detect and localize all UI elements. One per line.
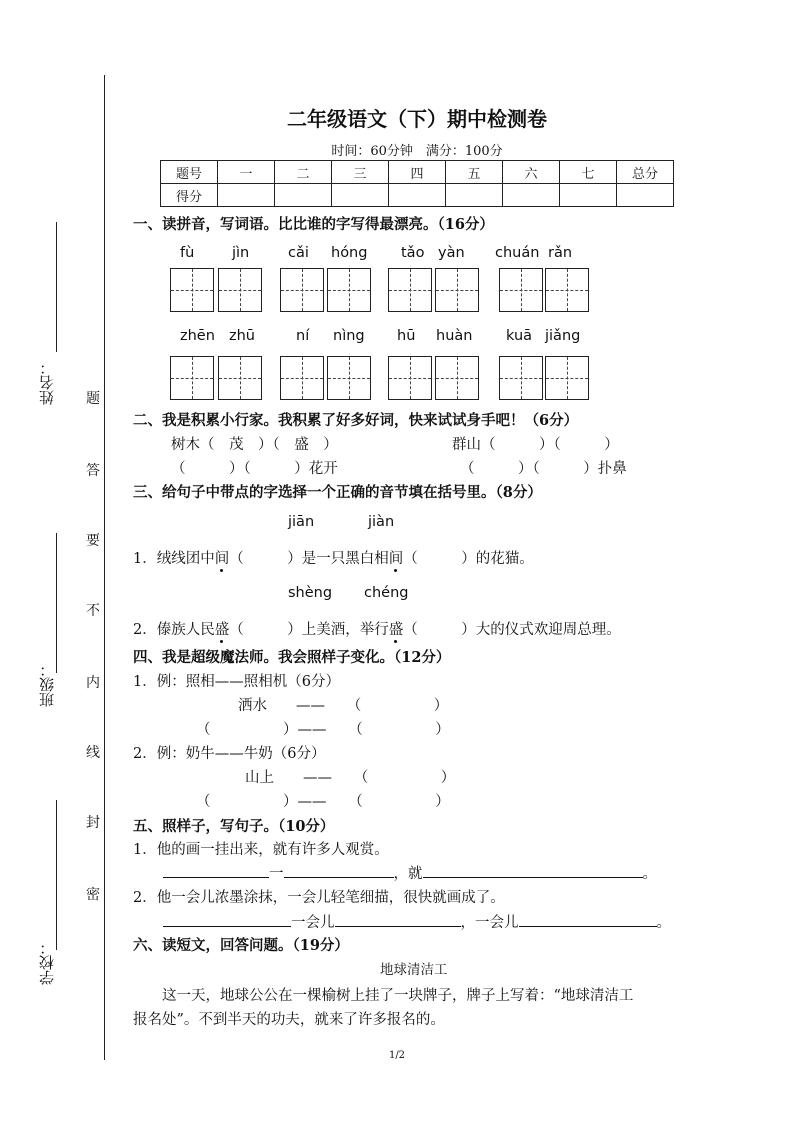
pinyin: zhēn: [180, 328, 215, 344]
pinyin: zhū: [229, 328, 255, 344]
answer-blank[interactable]: [284, 877, 394, 878]
table-cell: 五: [446, 161, 503, 184]
pinyin: jiàn: [368, 514, 395, 530]
writing-box[interactable]: [499, 356, 543, 400]
passage-line: 这一天，地球公公在一棵榆树上挂了一块牌子，牌子上写着：“地球清洁工: [133, 988, 634, 1004]
q2-line: （ ）（ ）扑鼻: [460, 461, 627, 477]
pinyin: cǎi: [288, 245, 309, 261]
score-cell[interactable]: [332, 184, 389, 207]
text: （ ）的花猫。: [403, 551, 534, 567]
q5-heading: 五、照样子，写句子。（10分）: [133, 818, 335, 835]
score-cell[interactable]: [218, 184, 275, 207]
text: （ ）是一只黑白相: [229, 551, 389, 567]
pinyin: nìng: [333, 328, 365, 344]
pinyin: yàn: [438, 245, 465, 261]
seal-char: 答: [86, 463, 100, 479]
pinyin: huàn: [436, 328, 473, 344]
seal-char: 要: [86, 533, 100, 549]
school-underline[interactable]: [56, 800, 57, 950]
writing-box[interactable]: [170, 268, 214, 312]
score-cell[interactable]: [503, 184, 560, 207]
writing-box[interactable]: [435, 268, 479, 312]
passage-title: 地球清洁工: [380, 962, 448, 978]
q5-answer-line: [163, 911, 671, 932]
q4-line: （ ）—— （ ）: [196, 794, 450, 810]
text: ，一会儿: [460, 915, 519, 931]
page-number: 1/2: [388, 1050, 406, 1061]
writing-box[interactable]: [327, 356, 371, 400]
q4-example: 2．例：奶牛——牛奶（6分）: [133, 746, 326, 762]
q5-sentence: 1．他的画一挂出来，就有许多人观赏。: [133, 842, 389, 858]
answer-blank[interactable]: [335, 926, 461, 927]
exam-meta: 时间：60分钟 满分：100分: [331, 144, 503, 159]
binding-line: [104, 75, 105, 1060]
q5-answer-line: [163, 862, 657, 883]
answer-blank[interactable]: [163, 926, 291, 927]
text: 1．绒线团中: [133, 551, 215, 567]
q4-example: 1．例：照相——照相机（6分）: [133, 674, 340, 690]
text: （ ）大的仪式欢迎周总理。: [403, 622, 621, 638]
pinyin: ní: [296, 328, 310, 344]
pinyin: jìn: [232, 245, 250, 261]
text: 。: [642, 866, 657, 882]
q2-line: （ ）（ ）花开: [171, 461, 338, 477]
page-title: 二年级语文（下）期中检测卷: [287, 107, 547, 131]
q4-heading: 四、我是超级魔法师。我会照样子变化。（12分）: [133, 649, 451, 666]
table-cell: 六: [503, 161, 560, 184]
pinyin: jiǎng: [545, 328, 581, 344]
score-cell[interactable]: [617, 184, 674, 207]
table-cell: 七: [560, 161, 617, 184]
pinyin: kuā: [506, 328, 533, 344]
class-underline[interactable]: [56, 533, 57, 673]
table-cell: 二: [275, 161, 332, 184]
passage-line: 报名处”。不到半天的功夫，就来了许多报名的。: [133, 1012, 445, 1028]
text: ，就: [393, 866, 423, 882]
q6-heading: 六、读短文，回答问题。（19分）: [133, 937, 349, 954]
text: 一: [269, 866, 284, 882]
pinyin: fù: [180, 245, 195, 261]
text: （ ）上美酒，举行: [229, 622, 389, 638]
dotted-char: 间: [215, 547, 230, 568]
q4-line: 洒水 —— （ ）: [238, 698, 449, 714]
text: 。: [656, 915, 671, 931]
writing-box[interactable]: [170, 356, 214, 400]
writing-box[interactable]: [280, 356, 324, 400]
pinyin: chéng: [364, 585, 409, 601]
q2-heading: 二、我是积累小行家。我积累了好多好词，快来试试身手吧！（6分）: [133, 412, 579, 429]
answer-blank[interactable]: [423, 877, 643, 878]
writing-box[interactable]: [388, 268, 432, 312]
pinyin: rǎn: [548, 245, 573, 261]
q4-line: （ ）—— （ ）: [196, 722, 450, 738]
q3-sentence-2: [133, 618, 621, 639]
writing-box[interactable]: [499, 268, 543, 312]
dotted-char: 间: [389, 547, 404, 568]
seal-char: 封: [86, 815, 100, 831]
answer-blank[interactable]: [163, 877, 269, 878]
writing-box[interactable]: [218, 356, 262, 400]
table-cell: 总分: [617, 161, 674, 184]
pinyin: hū: [397, 328, 416, 344]
score-cell[interactable]: [560, 184, 617, 207]
text: 2．傣族人民: [133, 622, 215, 638]
seal-char: 密: [86, 887, 100, 903]
pinyin: hóng: [331, 245, 368, 261]
school-label: 学校：: [38, 940, 56, 985]
pinyin: shèng: [288, 585, 333, 601]
score-cell[interactable]: [446, 184, 503, 207]
q4-line: 山上 —— （ ）: [245, 770, 456, 786]
name-underline[interactable]: [56, 222, 57, 352]
pinyin: tǎo: [401, 245, 425, 261]
seal-char: 不: [86, 603, 100, 619]
seal-char: 题: [86, 391, 100, 407]
dotted-char: 盛: [389, 618, 404, 639]
writing-box[interactable]: [218, 268, 262, 312]
writing-box[interactable]: [435, 356, 479, 400]
q5-sentence: 2．他一会儿浓墨涂抹，一会儿轻笔细描，很快就画成了。: [133, 890, 505, 906]
dotted-char: 盛: [215, 618, 230, 639]
pinyin: jiān: [288, 514, 315, 530]
score-cell[interactable]: [389, 184, 446, 207]
table-cell: 得分: [161, 184, 218, 207]
pinyin: chuán: [495, 245, 540, 261]
seal-char: 线: [86, 745, 100, 761]
class-label: 班级：: [38, 662, 56, 707]
q3-heading: 三、给句子中带点的字选择一个正确的音节填在括号里。（8分）: [133, 484, 542, 501]
table-cell: 四: [389, 161, 446, 184]
writing-box[interactable]: [388, 356, 432, 400]
seal-char: 内: [86, 675, 100, 691]
score-table: [160, 160, 674, 207]
table-cell: 三: [332, 161, 389, 184]
q2-line: 树木（ 茂 ）（ 盛 ）: [171, 437, 338, 453]
writing-box[interactable]: [545, 268, 589, 312]
table-row: [161, 184, 674, 207]
table-cell: 题号: [161, 161, 218, 184]
writing-box[interactable]: [327, 268, 371, 312]
q1-heading: 一、读拼音，写词语。比比谁的字写得最漂亮。（16分）: [133, 216, 494, 233]
q3-sentence-1: [133, 547, 534, 568]
table-row: [161, 161, 674, 184]
answer-blank[interactable]: [519, 926, 657, 927]
text: 一会儿: [291, 915, 335, 931]
name-label: 姓名：: [38, 360, 56, 405]
q2-line: 群山（ ）（ ）: [452, 437, 619, 453]
table-cell: 一: [218, 161, 275, 184]
writing-box[interactable]: [280, 268, 324, 312]
writing-box[interactable]: [545, 356, 589, 400]
score-cell[interactable]: [275, 184, 332, 207]
